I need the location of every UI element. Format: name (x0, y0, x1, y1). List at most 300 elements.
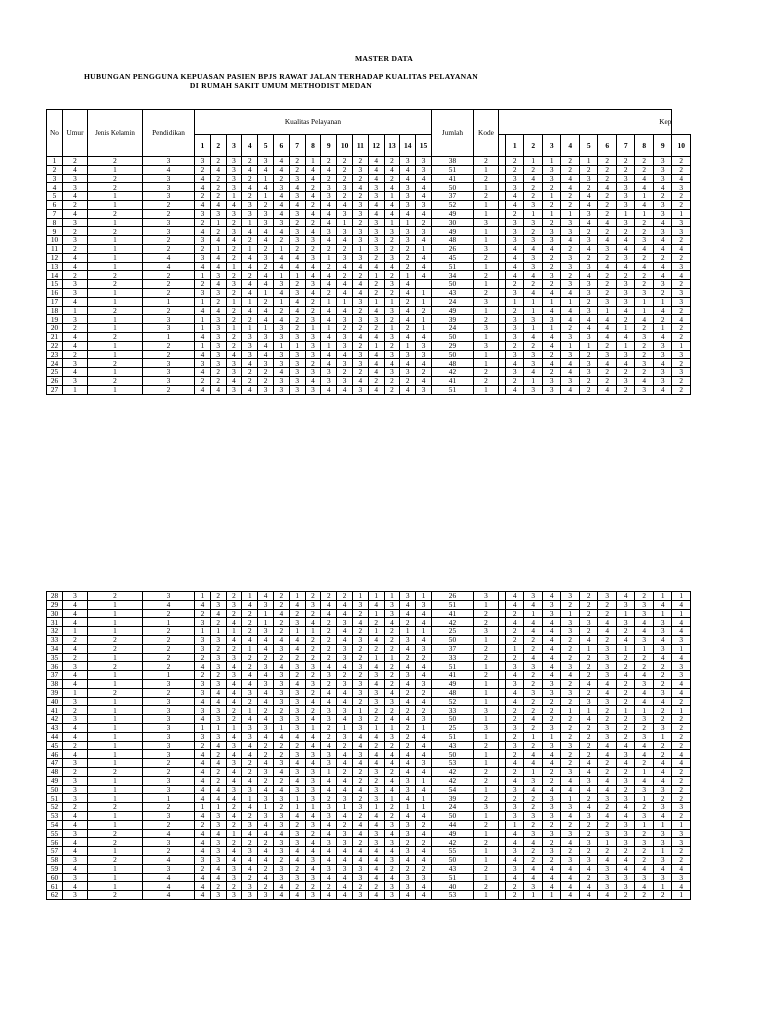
table-row (47, 732, 691, 741)
cell-kualitas-item: 2 (337, 271, 353, 280)
cell-jumlah: 50 (431, 715, 473, 724)
col-pendidikan-header: Pendidikan (143, 110, 195, 157)
cell-kepuasan-item: 2 (579, 183, 598, 192)
cell-kepuasan-item: 3 (616, 873, 635, 882)
cell-kualitas-item: 4 (258, 635, 274, 644)
cell-kepuasan-item: 2 (598, 635, 617, 644)
cell-kualitas-item: 3 (258, 359, 274, 368)
cell-kualitas-item: 4 (305, 288, 321, 297)
cell-kepuasan-item: 2 (672, 811, 691, 820)
cell-kepuasan-item: 1 (505, 644, 524, 653)
cell-kualitas-item: 3 (416, 759, 432, 768)
table-row (47, 271, 691, 280)
cell-umur: 2 (63, 227, 88, 236)
cell-kualitas-item: 4 (400, 767, 416, 776)
cell-kualitas-item: 3 (273, 873, 289, 882)
cell-spacer (498, 873, 505, 882)
cell-kualitas-item: 2 (337, 592, 353, 601)
cell-kepuasan-item: 4 (635, 671, 654, 680)
cell-kepuasan-item: 4 (524, 750, 543, 759)
cell-kualitas-item: 3 (210, 891, 226, 900)
cell-kualitas-item: 4 (195, 811, 211, 820)
cell-jenis-kelamin: 1 (88, 723, 143, 732)
cell-kualitas-item: 3 (226, 785, 242, 794)
cell-jumlah: 39 (431, 315, 473, 324)
cell-kualitas-item: 3 (273, 679, 289, 688)
cell-kepuasan-item: 3 (542, 794, 561, 803)
cell-kualitas-item: 4 (258, 873, 274, 882)
cell-spacer (498, 192, 505, 201)
table-row (47, 253, 691, 262)
cell-kualitas-item: 1 (195, 341, 211, 350)
cell-kualitas-item: 3 (400, 157, 416, 166)
cell-kepuasan-item: 2 (598, 376, 617, 385)
cell-kualitas-item: 4 (400, 209, 416, 218)
cell-spacer (498, 653, 505, 662)
cell-kualitas-item: 4 (195, 200, 211, 209)
cell-kepuasan-item: 2 (635, 253, 654, 262)
cell-no: 48 (47, 767, 63, 776)
cell-kepuasan-item: 3 (616, 750, 635, 759)
cell-umur: 2 (63, 244, 88, 253)
cell-kualitas-item: 1 (273, 341, 289, 350)
cell-kepuasan-item: 2 (542, 820, 561, 829)
cell-kualitas-item: 2 (400, 723, 416, 732)
cell-kepuasan-item: 3 (653, 723, 672, 732)
cell-kualitas-item: 2 (195, 244, 211, 253)
cell-kualitas-item: 2 (210, 183, 226, 192)
cell-kualitas-item: 1 (321, 767, 337, 776)
cell-kepuasan-item: 3 (505, 723, 524, 732)
cell-no: 12 (47, 253, 63, 262)
cell-kualitas-item: 3 (226, 671, 242, 680)
cell-jumlah: 50 (431, 811, 473, 820)
cell-kepuasan-item: 4 (635, 741, 654, 750)
cell-no: 61 (47, 882, 63, 891)
cell-kepuasan-item: 4 (505, 592, 524, 601)
cell-kualitas-item: 4 (416, 209, 432, 218)
cell-no: 14 (47, 271, 63, 280)
cell-kepuasan-item: 1 (524, 767, 543, 776)
cell-kepuasan-item: 1 (616, 209, 635, 218)
table-row (47, 280, 691, 289)
cell-kualitas-item: 3 (352, 662, 368, 671)
cell-kepuasan-item: 2 (579, 609, 598, 618)
cell-kepuasan-item: 4 (505, 618, 524, 627)
cell-kualitas-item: 4 (352, 183, 368, 192)
cell-kepuasan-item: 3 (579, 359, 598, 368)
cell-kode: 3 (473, 706, 498, 715)
cell-kualitas-item: 1 (384, 297, 400, 306)
cell-kualitas-item: 3 (400, 829, 416, 838)
cell-pendidikan: 2 (143, 236, 195, 245)
cell-kualitas-item: 3 (195, 359, 211, 368)
cell-kualitas-item: 4 (273, 368, 289, 377)
cell-spacer (498, 723, 505, 732)
cell-kepuasan-item: 3 (561, 662, 580, 671)
cell-umur: 1 (63, 306, 88, 315)
cell-jenis-kelamin: 2 (88, 280, 143, 289)
cell-kualitas-item: 2 (384, 288, 400, 297)
cell-kode: 2 (473, 368, 498, 377)
cell-kualitas-item: 4 (273, 165, 289, 174)
cell-kualitas-item: 4 (400, 679, 416, 688)
cell-umur: 2 (63, 324, 88, 333)
table-row (47, 627, 691, 636)
cell-kepuasan-item: 3 (561, 767, 580, 776)
cell-kualitas-item: 3 (400, 873, 416, 882)
table-row (47, 697, 691, 706)
cell-kepuasan-item: 3 (524, 359, 543, 368)
cell-kualitas-item: 4 (195, 767, 211, 776)
cell-kepuasan-item: 3 (598, 350, 617, 359)
cell-kualitas-item: 4 (258, 715, 274, 724)
cell-kualitas-item: 3 (321, 368, 337, 377)
cell-kualitas-item: 2 (400, 253, 416, 262)
cell-kepuasan-item: 4 (579, 679, 598, 688)
cell-kepuasan-item: 4 (579, 200, 598, 209)
cell-kualitas-item: 2 (352, 157, 368, 166)
cell-kepuasan-item: 4 (579, 891, 598, 900)
cell-kualitas-item: 4 (242, 288, 258, 297)
cell-kepuasan-item: 2 (524, 847, 543, 856)
cell-kualitas-item: 2 (321, 653, 337, 662)
cell-kualitas-item: 2 (321, 679, 337, 688)
cell-kualitas-item: 4 (305, 376, 321, 385)
cell-kualitas-item: 4 (226, 688, 242, 697)
cell-kualitas-item: 4 (226, 635, 242, 644)
cell-kepuasan-item: 2 (598, 803, 617, 812)
cell-kepuasan-item: 2 (505, 627, 524, 636)
cell-kepuasan-item: 4 (561, 368, 580, 377)
cell-umur: 4 (63, 864, 88, 873)
cell-no: 52 (47, 803, 63, 812)
cell-kualitas-item: 4 (416, 262, 432, 271)
cell-kualitas-item: 3 (368, 697, 384, 706)
cell-kepuasan-item: 1 (672, 209, 691, 218)
cell-kualitas-item: 4 (384, 165, 400, 174)
cell-kualitas-item: 4 (416, 785, 432, 794)
cell-kualitas-item: 2 (337, 671, 353, 680)
cell-kepuasan-item: 3 (579, 811, 598, 820)
cell-kualitas-item: 3 (352, 359, 368, 368)
cell-pendidikan: 3 (143, 741, 195, 750)
cell-kepuasan-item: 2 (616, 157, 635, 166)
cell-kualitas-item: 2 (352, 174, 368, 183)
cell-spacer (498, 759, 505, 768)
cell-kepuasan-item: 2 (579, 671, 598, 680)
cell-kualitas-item: 4 (273, 315, 289, 324)
cell-kualitas-item: 3 (321, 192, 337, 201)
cell-kualitas-item: 3 (352, 750, 368, 759)
cell-kualitas-item: 4 (368, 864, 384, 873)
cell-kepuasan-item: 3 (505, 174, 524, 183)
cell-kepuasan-item: 3 (579, 236, 598, 245)
cell-kualitas-item: 3 (210, 715, 226, 724)
cell-kepuasan-item: 3 (524, 262, 543, 271)
cell-jenis-kelamin: 1 (88, 820, 143, 829)
cell-kepuasan-item: 2 (616, 368, 635, 377)
cell-kualitas-item: 4 (226, 732, 242, 741)
cell-kualitas-item: 4 (416, 829, 432, 838)
cell-kepuasan-item: 2 (579, 750, 598, 759)
cell-kepuasan-item: 4 (561, 288, 580, 297)
cell-kualitas-item: 1 (368, 271, 384, 280)
cell-kualitas-item: 1 (416, 244, 432, 253)
cell-kualitas-item: 4 (321, 855, 337, 864)
cell-kepuasan-item: 2 (524, 280, 543, 289)
cell-kualitas-item: 4 (289, 891, 305, 900)
cell-kualitas-item: 1 (416, 776, 432, 785)
cell-no: 60 (47, 873, 63, 882)
cell-kualitas-item: 3 (258, 723, 274, 732)
cell-umur: 1 (63, 627, 88, 636)
cell-spacer (498, 297, 505, 306)
cell-kualitas-item: 3 (337, 315, 353, 324)
cell-kualitas-item: 2 (305, 706, 321, 715)
cell-kualitas-item: 4 (384, 785, 400, 794)
cell-kepuasan-item: 3 (579, 209, 598, 218)
cell-kualitas-item: 4 (400, 750, 416, 759)
cell-kualitas-item: 1 (226, 262, 242, 271)
cell-kualitas-item: 4 (400, 288, 416, 297)
cell-kepuasan-item: 4 (579, 803, 598, 812)
cell-kepuasan-item: 3 (542, 847, 561, 856)
cell-kualitas-item: 3 (384, 882, 400, 891)
cell-kualitas-item: 1 (305, 627, 321, 636)
cell-kepuasan-item: 3 (672, 350, 691, 359)
cell-kepuasan-item: 4 (653, 218, 672, 227)
cell-kepuasan-item: 3 (505, 662, 524, 671)
cell-kualitas-item: 4 (400, 811, 416, 820)
cell-kualitas-item: 3 (337, 829, 353, 838)
cell-kepuasan-item: 2 (616, 165, 635, 174)
cell-kualitas-item: 3 (210, 679, 226, 688)
cell-kualitas-item: 3 (321, 838, 337, 847)
cell-kualitas-item: 4 (226, 618, 242, 627)
cell-kepuasan-item: 2 (505, 165, 524, 174)
cell-no: 53 (47, 811, 63, 820)
cell-kualitas-item: 4 (321, 280, 337, 289)
cell-kualitas-item: 4 (195, 697, 211, 706)
cell-kepuasan-item: 2 (598, 767, 617, 776)
cell-jenis-kelamin: 1 (88, 324, 143, 333)
cell-kualitas-item: 3 (210, 653, 226, 662)
cell-kualitas-item: 4 (321, 165, 337, 174)
cell-kualitas-item: 3 (273, 324, 289, 333)
cell-kualitas-item: 4 (337, 280, 353, 289)
cell-kualitas-item: 4 (210, 697, 226, 706)
cell-kualitas-item: 4 (273, 891, 289, 900)
cell-kualitas-item: 2 (226, 271, 242, 280)
cell-kualitas-item: 3 (368, 767, 384, 776)
cell-spacer (498, 385, 505, 394)
cell-kepuasan-item: 2 (579, 376, 598, 385)
cell-kualitas-item: 1 (242, 592, 258, 601)
cell-kualitas-item: 4 (368, 332, 384, 341)
cell-spacer (498, 891, 505, 900)
cell-kualitas-item: 4 (352, 785, 368, 794)
cell-kualitas-item: 2 (321, 244, 337, 253)
cell-kualitas-item: 3 (352, 688, 368, 697)
cell-umur: 2 (63, 350, 88, 359)
cell-kualitas-item: 2 (384, 644, 400, 653)
cell-kepuasan-item: 2 (653, 315, 672, 324)
cell-kode: 1 (473, 688, 498, 697)
cell-kualitas-item: 3 (210, 209, 226, 218)
cell-kepuasan-item: 4 (542, 644, 561, 653)
cell-kualitas-item: 3 (337, 679, 353, 688)
cell-kualitas-item: 4 (258, 855, 274, 864)
cell-kualitas-item: 1 (226, 723, 242, 732)
cell-kualitas-item: 3 (242, 723, 258, 732)
cell-no: 2 (47, 165, 63, 174)
cell-kepuasan-item: 2 (505, 715, 524, 724)
cell-kepuasan-item: 3 (598, 873, 617, 882)
cell-kepuasan-item: 3 (598, 653, 617, 662)
table-row (47, 174, 691, 183)
cell-kepuasan-item: 3 (653, 838, 672, 847)
table-row (47, 759, 691, 768)
cell-kualitas-item: 2 (352, 838, 368, 847)
cell-umur: 4 (63, 679, 88, 688)
cell-kualitas-item: 3 (305, 873, 321, 882)
cell-no: 11 (47, 244, 63, 253)
cell-kepuasan-item: 4 (542, 618, 561, 627)
cell-kualitas-item: 2 (242, 767, 258, 776)
cell-spacer (498, 271, 505, 280)
cell-kualitas-item: 2 (384, 662, 400, 671)
cell-kepuasan-item: 4 (579, 715, 598, 724)
cell-jenis-kelamin: 2 (88, 306, 143, 315)
cell-kepuasan-item: 4 (542, 359, 561, 368)
cell-kualitas-item: 4 (400, 280, 416, 289)
cell-kualitas-item: 3 (258, 332, 274, 341)
cell-kepuasan-item: 3 (653, 200, 672, 209)
cell-kepuasan-item: 2 (561, 697, 580, 706)
cell-jenis-kelamin: 2 (88, 157, 143, 166)
cell-kode: 1 (473, 732, 498, 741)
cell-kepuasan-item: 2 (616, 679, 635, 688)
cell-kepuasan-item: 4 (505, 873, 524, 882)
cell-no: 23 (47, 350, 63, 359)
cell-kepuasan-item: 3 (653, 627, 672, 636)
cell-kualitas-item: 3 (242, 688, 258, 697)
cell-umur: 4 (63, 368, 88, 377)
cell-kualitas-item: 2 (273, 776, 289, 785)
cell-kepuasan-item: 4 (505, 759, 524, 768)
cell-kualitas-item: 4 (352, 618, 368, 627)
cell-kepuasan-item: 4 (579, 218, 598, 227)
cell-kualitas-item: 2 (368, 288, 384, 297)
cell-kualitas-item: 2 (195, 280, 211, 289)
document-title: MASTER DATA (354, 54, 414, 63)
cell-kualitas-item: 4 (337, 350, 353, 359)
cell-no: 26 (47, 376, 63, 385)
cell-kualitas-item: 2 (289, 864, 305, 873)
cell-kualitas-item: 2 (273, 706, 289, 715)
cell-kepuasan-item: 2 (524, 679, 543, 688)
cell-kualitas-item: 2 (416, 218, 432, 227)
cell-kualitas-item: 3 (210, 811, 226, 820)
cell-jumlah: 26 (431, 244, 473, 253)
cell-no: 42 (47, 715, 63, 724)
cell-kualitas-item: 4 (195, 750, 211, 759)
cell-kepuasan-item: 3 (579, 368, 598, 377)
cell-kualitas-item: 4 (416, 174, 432, 183)
cell-kualitas-item: 4 (242, 253, 258, 262)
cell-kepuasan-item: 3 (542, 723, 561, 732)
cell-kualitas-item: 2 (242, 174, 258, 183)
cell-kualitas-item: 4 (289, 306, 305, 315)
cell-no: 8 (47, 218, 63, 227)
cell-pendidikan: 2 (143, 662, 195, 671)
cell-kualitas-item: 1 (384, 794, 400, 803)
cell-pendidikan: 2 (143, 653, 195, 662)
cell-kualitas-item: 3 (195, 644, 211, 653)
cell-kualitas-item: 2 (289, 218, 305, 227)
cell-jumlah: 37 (431, 644, 473, 653)
cell-kepuasan-item: 2 (616, 767, 635, 776)
cell-kualitas-item: 2 (273, 306, 289, 315)
cell-kualitas-item: 4 (242, 741, 258, 750)
cell-spacer (498, 609, 505, 618)
cell-kepuasan-item: 2 (616, 697, 635, 706)
cell-kualitas-item: 1 (195, 803, 211, 812)
cell-pendidikan: 3 (143, 785, 195, 794)
cell-kepuasan-item: 3 (505, 803, 524, 812)
cell-kualitas-item: 2 (400, 653, 416, 662)
cell-kualitas-item: 3 (305, 794, 321, 803)
cell-kualitas-item: 2 (226, 820, 242, 829)
cell-kualitas-item: 4 (321, 271, 337, 280)
cell-kualitas-item: 4 (242, 359, 258, 368)
cell-kualitas-item: 2 (368, 776, 384, 785)
cell-kualitas-item: 2 (321, 618, 337, 627)
cell-kepuasan-item: 2 (524, 855, 543, 864)
cell-kualitas-item: 4 (210, 253, 226, 262)
table-row (47, 855, 691, 864)
cell-kualitas-item: 3 (368, 192, 384, 201)
cell-kode: 1 (473, 350, 498, 359)
cell-jumlah: 40 (431, 882, 473, 891)
cell-kepuasan-item: 4 (635, 864, 654, 873)
cell-kepuasan-item: 4 (505, 697, 524, 706)
cell-kepuasan-item: 4 (542, 306, 561, 315)
cell-kepuasan-item: 4 (579, 635, 598, 644)
cell-spacer (498, 741, 505, 750)
cell-kualitas-item: 4 (305, 165, 321, 174)
cell-kualitas-item: 4 (337, 385, 353, 394)
cell-spacer (498, 359, 505, 368)
cell-jumlah: 42 (431, 767, 473, 776)
cell-kepuasan-item: 3 (542, 741, 561, 750)
cell-jenis-kelamin: 1 (88, 864, 143, 873)
cell-jumlah: 51 (431, 600, 473, 609)
cell-kualitas-item: 4 (321, 600, 337, 609)
cell-kepuasan-item: 3 (598, 662, 617, 671)
cell-kualitas-item: 4 (337, 715, 353, 724)
cell-kepuasan-item: 2 (542, 715, 561, 724)
cell-kualitas-item: 4 (337, 306, 353, 315)
cell-kualitas-item: 4 (337, 697, 353, 706)
cell-kepuasan-item: 2 (672, 385, 691, 394)
cell-kepuasan-item: 1 (524, 891, 543, 900)
cell-pendidikan: 2 (143, 341, 195, 350)
cell-kualitas-item: 4 (352, 332, 368, 341)
cell-kualitas-item: 2 (416, 306, 432, 315)
cell-kepuasan-item: 2 (672, 715, 691, 724)
